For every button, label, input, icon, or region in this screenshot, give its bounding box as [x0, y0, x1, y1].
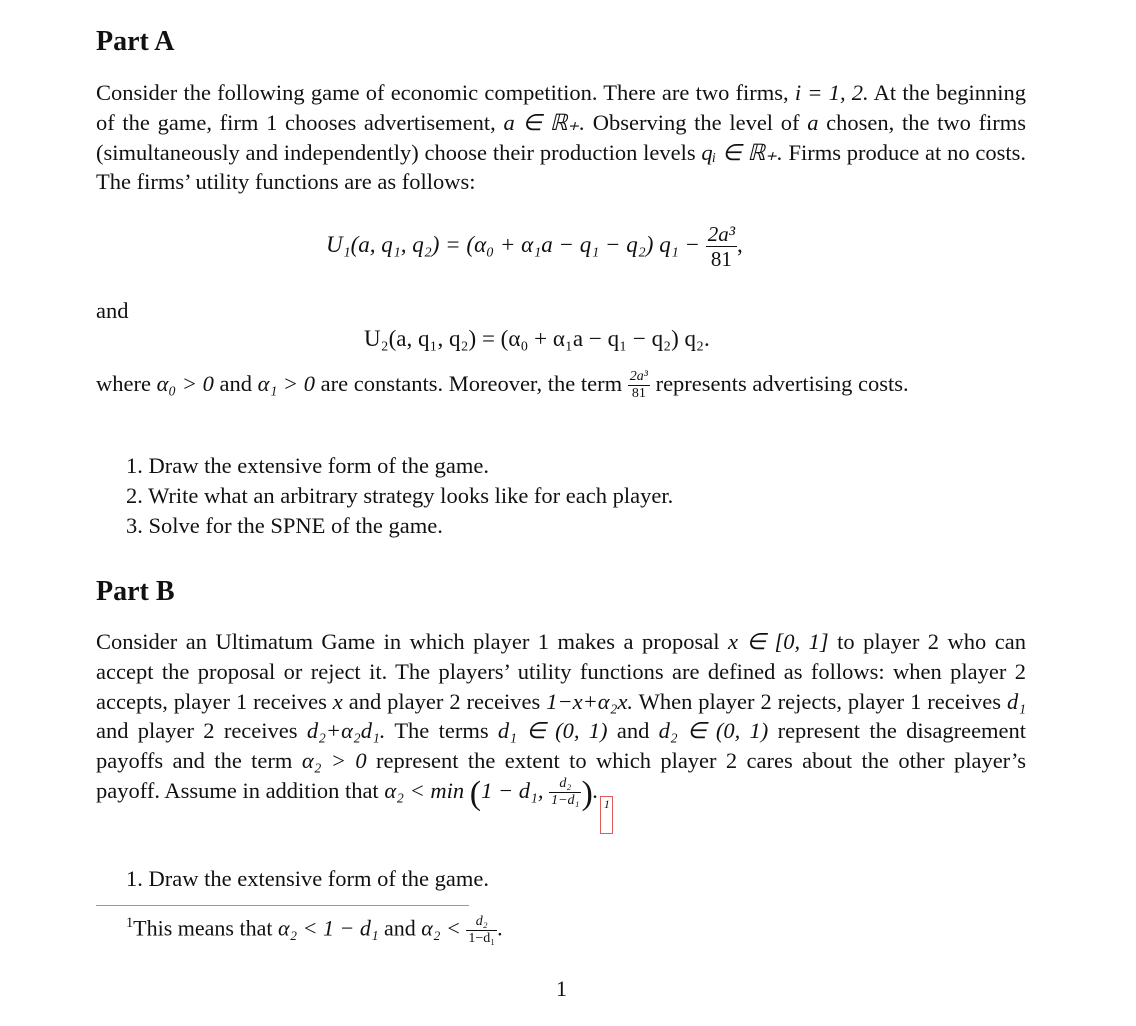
and-connector: and	[96, 298, 129, 323]
part-a-intro: Consider the following game of economic competition. There are two firms, i = 1, 2. At the beginning of the game, firm 1 chooses advertisement, a ∈ ℝ₊. Observing the level of a chosen, the two firms (simultaneously and independently) choose their production levels qᵢ ∈ ℝ₊. Firms produce at no costs. The firms’ utility functions are as follows:	[96, 80, 1027, 195]
equation-u1: U₁(a, q₁, q₂) = (α₀ + α₁a − q₁ − q₂) q₁ − $\frac{\text{2a³}}{81}$ ,	[326, 222, 743, 272]
inline-cost-fraction: $\frac{\text{2a³}}{81}$	[629, 369, 648, 402]
part-b-heading: Part B	[96, 576, 175, 607]
footnote: $^1$This means that α₂ < 1 − d₁ and α₂ < $\frac{\text{d₂}}{\text{1−d₁}}$ .	[126, 913, 503, 946]
footnote-link[interactable]: 1	[600, 796, 613, 834]
list-item: 1. Draw the extensive form of the game.	[126, 453, 489, 478]
list-item: 2. Write what an arbitrary strategy looks like for each player.	[126, 483, 674, 508]
constants-paragraph: where α₀ > 0 and α₁ > 0 are constants. Moreover, the term $\frac{\text{2a³}}{81}$ represents advertising costs.	[96, 369, 909, 402]
part-b-paragraph: Consider an Ultimatum Game in which player 1 makes a proposal x ∈ [0, 1] to player 2 who can accept the proposal or reject it. The players’ utility functions are defined as follows: when player 2 accepts, player 1 receives x and player 2 receives 1−x+α₂x. When player 2 rejects, player 1 receives d₁ and player 2 receives d₂+α₂d₁. The terms d₁ ∈ (0, 1) and d₂ ∈ (0, 1) represent the disagreement payoffs and the term α₂ > 0 represent the extent to which player 2 cares about the other player’s payoff. Assume in addition that α₂ < min (1 − d₁, $\frac{\text{d₂}}{\text{1−d₁}}$ ).1	[96, 627, 1026, 834]
equation-u2: U₂(a, q₁, q₂) = (α₀ + α₁a − q₁ − q₂) q₂.	[364, 326, 710, 351]
assumption-formula: α₂ < min (1 − d₁, $\frac{\text{d₂}}{\text{1−d₁}}$ ).1	[384, 778, 613, 803]
list-item: 3. Solve for the SPNE of the game.	[126, 513, 443, 538]
part-a-question-list	[126, 451, 673, 541]
part-b-question-list	[126, 864, 489, 894]
list-item: 1. Draw the extensive form of the game.	[126, 866, 489, 891]
footnote-divider	[96, 905, 469, 906]
advertising-cost-fraction: $\frac{\text{2a³}}{81}$	[707, 222, 736, 272]
page-number: 1	[556, 976, 567, 1001]
part-a-heading: Part A	[96, 26, 175, 57]
